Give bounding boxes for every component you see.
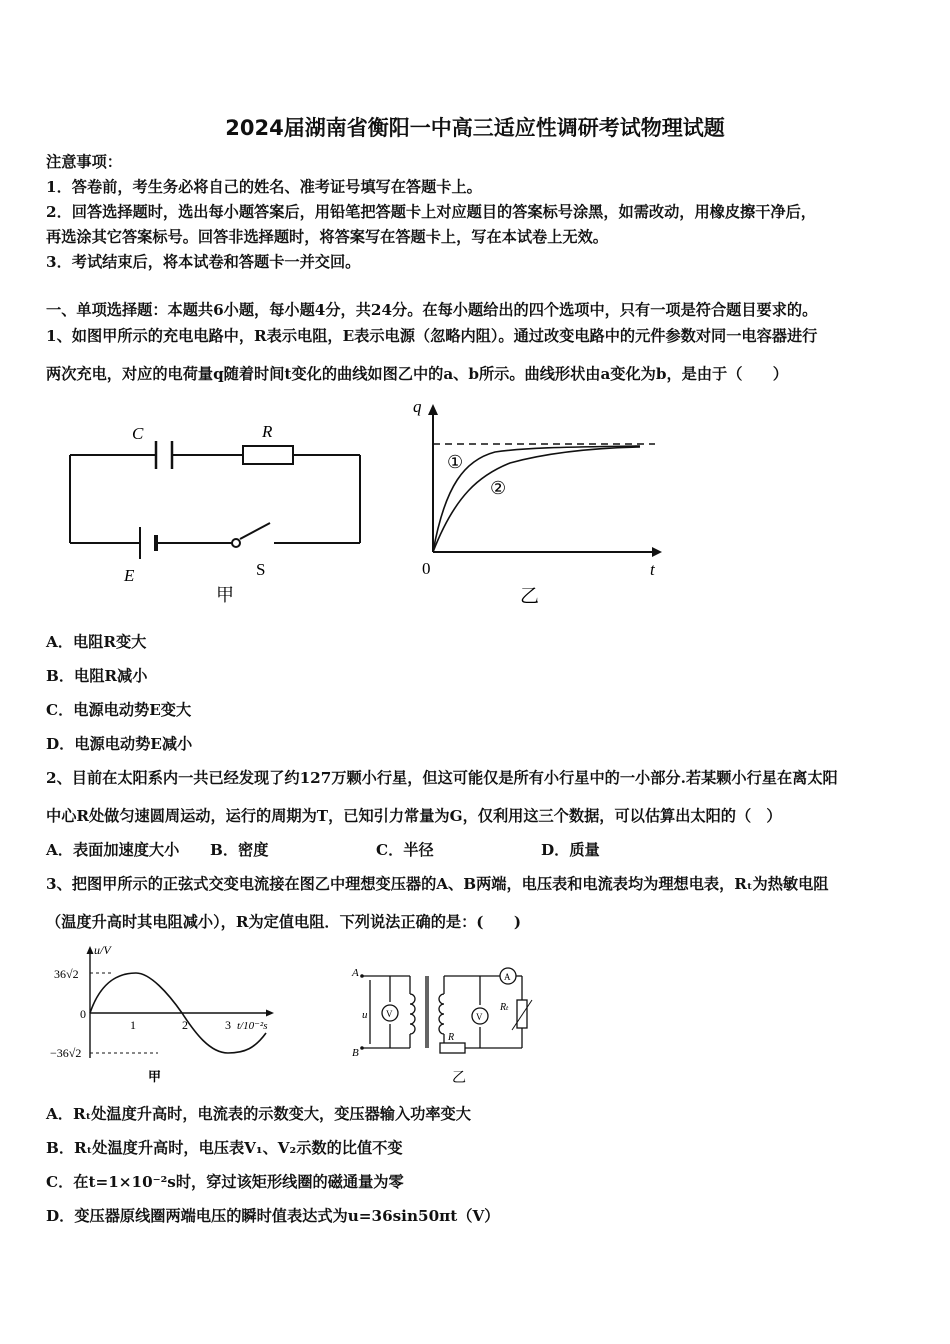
q1-stem-line1: 1、如图甲所示的充电电路中，R表示电阻，E表示电源（忽略内阻）。通过改变电路中的元件参数对同一电容器进行 xyxy=(46,327,818,345)
q3-caption-yi: 乙 xyxy=(452,1071,466,1086)
q3-stem-line2: （温度升高时其电阻减小），R为定值电阻．下列说法正确的是：( ) xyxy=(46,913,522,931)
curve-b xyxy=(433,447,640,552)
notice-item-2: 2．回答选择题时，选出每小题答案后，用铅笔把答题卡上对应题目的答案标号涂黑，如需改动，用橡皮擦干净后， xyxy=(46,203,816,221)
u-axis-label: u/V xyxy=(94,943,111,957)
origin-label: 0 xyxy=(422,559,431,578)
tick-3: 3 xyxy=(225,1018,231,1032)
axis-t-label: t xyxy=(650,560,655,579)
primary-coil xyxy=(410,994,415,1034)
label-e: E xyxy=(124,566,135,585)
q1-option-b: B．电阻R减小 xyxy=(46,667,148,685)
section-heading: 一、单项选择题：本题共6小题，每小题4分，共24分。在每小题给出的四个选项中，只有一项是符合题目要求的。 xyxy=(46,301,818,319)
q2-option-c: C．半径 xyxy=(376,841,434,859)
tick-1: 1 xyxy=(130,1018,136,1032)
q1-option-a: A．电阻R变大 xyxy=(46,633,147,651)
q2-option-a: A．表面加速度大小 xyxy=(46,841,180,859)
curve-a xyxy=(433,446,640,552)
label-a: A xyxy=(352,967,359,979)
graph-axes xyxy=(428,404,662,557)
q1-charge-graph xyxy=(400,390,670,610)
q3-stem-line1: 3、把图甲所示的正弦式交变电流接在图乙中理想变压器的A、B两端，电压表和电流表均为理想电表，Rₜ为热敏电阻 xyxy=(46,875,829,893)
q3-caption-jia: 甲 xyxy=(148,1069,162,1084)
q1-option-c: C．电源电动势E变大 xyxy=(46,701,192,719)
switch-contact xyxy=(232,539,240,547)
label-rt: Rₜ xyxy=(500,1002,509,1013)
sine-axes xyxy=(87,946,275,1058)
zero-label: 0 xyxy=(80,1007,86,1021)
ymax-label: 36√2 xyxy=(54,967,79,981)
curve1-label: ① xyxy=(447,452,464,472)
notice-item-3: 3．考试结束后，将本试卷和答题卡一并交回。 xyxy=(46,253,361,271)
circuit-wires xyxy=(70,455,360,543)
fig-caption-jia: 甲 xyxy=(216,585,234,605)
q2-stem-line2: 中心R处做匀速圆周运动，运行的周期为T，已知引力常量为G，仅利用这三个数据，可以估算出太阳的（ ） xyxy=(46,807,782,825)
label-b: B xyxy=(352,1047,359,1059)
q3-transformer-circuit xyxy=(340,958,550,1098)
thermistor xyxy=(517,1000,527,1028)
terminal-a xyxy=(360,974,364,978)
fig-caption-yi: 乙 xyxy=(520,586,540,607)
capacitor-symbol xyxy=(156,441,172,469)
terminal-b xyxy=(360,1046,364,1050)
q3-option-c: C．在t=1×10⁻²s时，穿过该矩形线圈的磁通量为零 xyxy=(46,1173,404,1191)
page-title: 2024届湖南省衡阳一中高三适应性调研考试物理试题 xyxy=(225,116,725,140)
label-c: C xyxy=(132,424,144,443)
notice-item-1: 1．答卷前，考生务必将自己的姓名、准考证号填写在答题卡上。 xyxy=(46,178,482,196)
t-axis-label: t/10⁻²s xyxy=(237,1020,268,1032)
q1-circuit-figure xyxy=(60,415,370,610)
battery-symbol xyxy=(140,527,156,559)
curve2-label: ② xyxy=(490,478,507,498)
q1-option-d: D．电源电动势E减小 xyxy=(46,735,193,753)
fixed-resistor xyxy=(440,1043,465,1053)
q2-option-d: D．质量 xyxy=(541,841,600,859)
q3-option-a: A．Rₜ处温度升高时，电流表的示数变大，变压器输入功率变大 xyxy=(46,1105,471,1123)
q2-option-b: B．密度 xyxy=(210,841,269,859)
tick-2: 2 xyxy=(182,1018,188,1032)
label-r: R xyxy=(262,422,273,441)
v2-symbol: V xyxy=(476,1012,483,1022)
label-u: u xyxy=(362,1009,368,1021)
secondary-coil xyxy=(439,994,444,1034)
q3-option-b: B．Rₜ处温度升高时，电压表V₁、V₂示数的比值不变 xyxy=(46,1139,403,1157)
notice-heading: 注意事项： xyxy=(46,153,122,171)
q3-option-d: D．变压器原线圈两端电压的瞬时值表达式为u=36sin50πt（V） xyxy=(46,1207,500,1225)
label-r: R xyxy=(448,1032,455,1043)
axis-q-label: q xyxy=(413,397,422,416)
q2-stem-line1: 2、目前在太阳系内一共已经发现了约127万颗小行星，但这可能仅是所有小行星中的一小部分.若某颗小行星在离太阳 xyxy=(46,769,838,787)
q1-stem-line2: 两次充电，对应的电荷量q随着时间t变化的曲线如图乙中的a、b所示。曲线形状由a变化为b，是由于（ ） xyxy=(46,365,788,383)
v1-symbol: V xyxy=(386,1009,393,1019)
ymin-label: −36√2 xyxy=(50,1046,82,1060)
ammeter-symbol: A xyxy=(504,972,511,982)
q3-sine-graph xyxy=(40,938,290,1093)
notice-item-2-cont: 再选涂其它答案标号。回答非选择题时，将答案写在答题卡上，写在本试卷上无效。 xyxy=(46,228,608,246)
resistor-symbol xyxy=(243,446,293,464)
label-s: S xyxy=(256,560,266,579)
